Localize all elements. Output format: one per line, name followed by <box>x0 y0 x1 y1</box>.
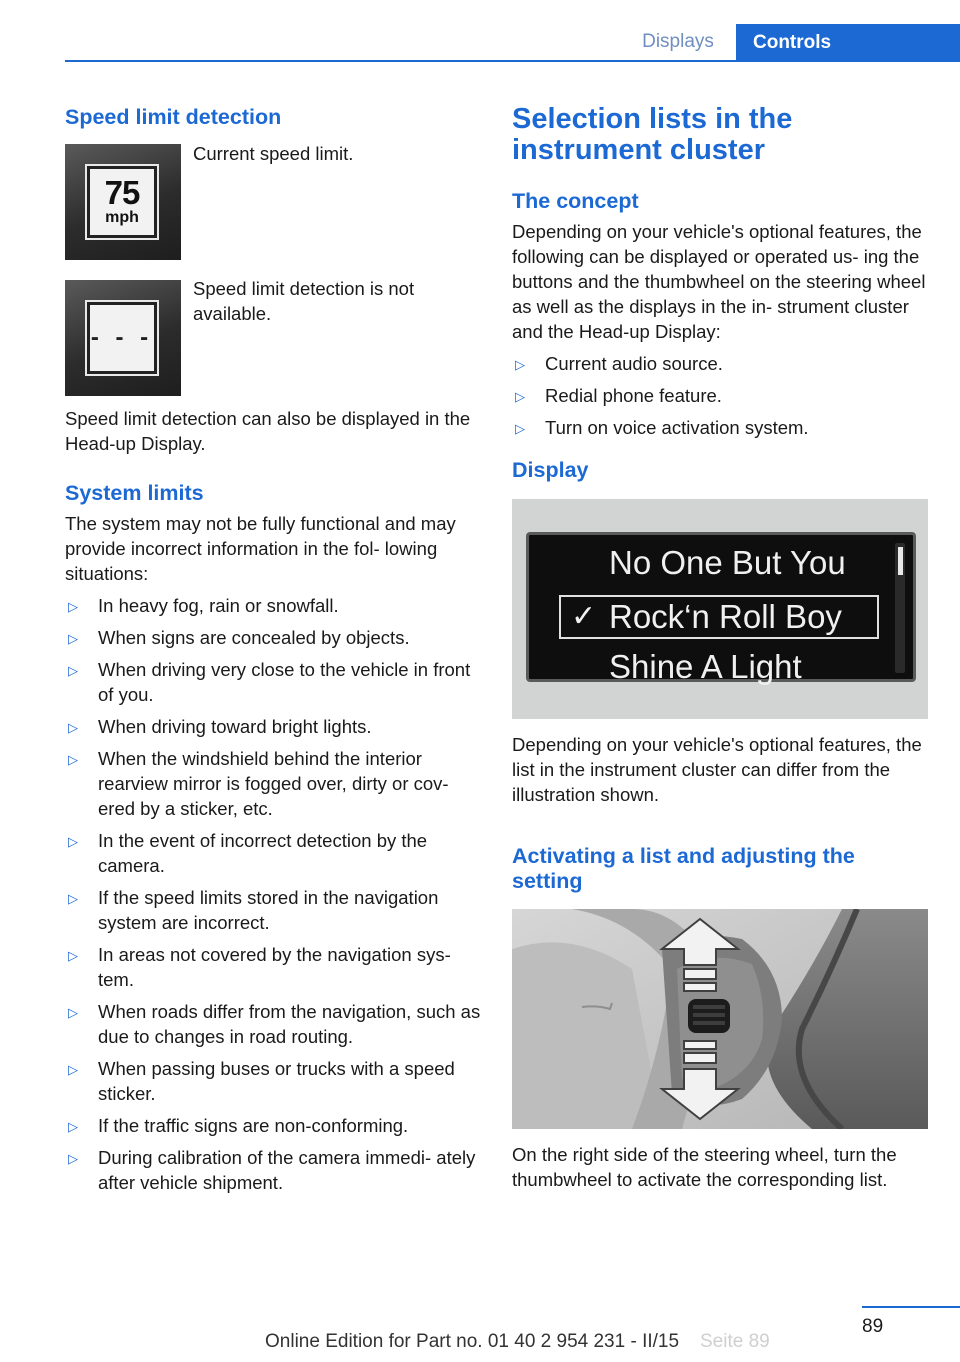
hud-paragraph: Speed limit detection can also be displayed in the Head-up Display. <box>65 408 471 454</box>
list-item <box>65 625 483 650</box>
triangle-right-icon: ▷ <box>68 948 78 963</box>
sign-number: 75 <box>104 174 140 211</box>
footer-rule <box>862 1306 960 1308</box>
na-sign-row <box>65 280 483 396</box>
current-speed-text: Current speed limit. <box>193 143 354 164</box>
steering-wheel-thumbwheel-figure <box>512 909 928 1129</box>
list-item <box>65 593 483 618</box>
list-item-text: When driving very close to the vehicle in front of you. <box>98 659 471 705</box>
triangle-right-icon: ▷ <box>68 663 78 678</box>
speed-limit-75-icon <box>65 144 181 260</box>
list-item-text: If the speed limits stored in the navigation system are incorrect. <box>98 887 439 933</box>
list-item <box>512 351 928 376</box>
triangle-right-icon: ▷ <box>68 720 78 735</box>
list-item <box>65 746 483 821</box>
steering-wheel-icon <box>512 909 928 1129</box>
footer-edition: Online Edition for Part no. 01 40 2 954 231 - II/15 <box>265 1331 680 1352</box>
concept-heading: The concept <box>512 189 639 213</box>
menu-item-1: No One But You <box>609 544 846 581</box>
list-item <box>65 657 483 707</box>
section-title: Selection lists in the instrument cluster <box>512 103 793 166</box>
footer-watermark: Seite 89 <box>700 1331 770 1352</box>
sign-unit: mph <box>105 209 139 226</box>
triangle-right-icon: ▷ <box>515 357 525 372</box>
menu-item-2-label: Rock‘n Roll Boy <box>609 598 842 635</box>
triangle-right-icon: ▷ <box>515 421 525 436</box>
list-item-text: When driving toward bright lights. <box>98 716 372 737</box>
activate-heading: Activating a list and adjusting the setting <box>512 844 855 893</box>
list-item-text: In areas not covered by the navigation sys‐ tem. <box>98 944 451 990</box>
list-item <box>512 383 928 408</box>
list-item-text: Current audio source. <box>545 353 723 374</box>
triangle-right-icon: ▷ <box>68 891 78 906</box>
page-number: 89 <box>862 1316 884 1337</box>
sign-face <box>87 166 157 238</box>
list-item-text: If the traffic signs are non-conforming. <box>98 1115 409 1136</box>
instrument-cluster-list-figure <box>512 499 928 719</box>
list-item-text: When passing buses or trucks with a speed sticker. <box>98 1058 455 1104</box>
display-paragraph: Depending on your vehicle's optional features, the list in the instrument cluster can differ from the illustration shown. <box>512 734 922 805</box>
sign-face-blank <box>87 302 157 374</box>
system-limits-list <box>65 593 483 1195</box>
triangle-right-icon: ▷ <box>515 389 525 404</box>
triangle-right-icon: ▷ <box>68 1005 78 1020</box>
list-item <box>65 1113 483 1138</box>
left-column <box>65 100 483 1202</box>
list-item-text: During calibration of the camera immedi‐ ately after vehicle shipment. <box>98 1147 476 1193</box>
list-item-text: When the windshield behind the interior rearview mirror is fogged over, dirty or cov‐ ered by a sticker, etc. <box>98 748 449 819</box>
triangle-right-icon: ▷ <box>68 631 78 646</box>
triangle-right-icon: ▷ <box>68 1151 78 1166</box>
triangle-right-icon: ▷ <box>68 1062 78 1077</box>
menu-item-3: Shine A Light <box>609 648 802 685</box>
list-item-text: In heavy fog, rain or snowfall. <box>98 595 339 616</box>
activate-paragraph: On the right side of the steering wheel, turn the thumbwheel to activate the corresponding list. <box>512 1144 897 1190</box>
triangle-right-icon: ▷ <box>68 752 78 767</box>
list-item <box>65 828 483 878</box>
list-item-text: In the event of incorrect detection by the camera. <box>98 830 428 876</box>
speed-limit-unavailable-icon <box>65 280 181 396</box>
list-item <box>65 942 483 992</box>
list-item <box>65 1145 483 1195</box>
list-item-text: Turn on voice activation system. <box>545 417 809 438</box>
scrollbar-thumb <box>898 547 903 575</box>
sign-dashes: - - - <box>90 324 154 351</box>
speed-limit-heading: Speed limit detection <box>65 105 282 129</box>
list-item-text: When roads differ from the navigation, such as due to changes in road routing. <box>98 1001 481 1047</box>
list-item <box>65 999 483 1049</box>
list-item <box>65 714 483 739</box>
triangle-right-icon: ▷ <box>68 1119 78 1134</box>
concept-paragraph: Depending on your vehicle's optional features, the following can be displayed or operated us‐ ing the buttons and the thumbwheel on the steering wheel as well as the displays in the in‐ strument cluster and the Head-up Display: <box>512 221 926 342</box>
not-available-text: Speed limit detection is not available. <box>193 278 415 324</box>
speed-sign-row <box>65 144 483 260</box>
display-heading: Display <box>512 458 589 482</box>
right-column <box>512 100 928 1192</box>
list-item-text: When signs are concealed by objects. <box>98 627 410 648</box>
list-item <box>65 1056 483 1106</box>
header-rule <box>65 60 960 62</box>
tab-displays[interactable]: Displays <box>642 31 714 52</box>
triangle-right-icon: ▷ <box>68 834 78 849</box>
concept-list <box>512 351 928 440</box>
list-item <box>65 885 483 935</box>
menu-item-selected <box>559 595 879 639</box>
check-icon: ✓ <box>571 600 597 633</box>
system-limits-intro: The system may not be fully functional and may provide incorrect information in the fol‐ lowing situations: <box>65 513 456 584</box>
cluster-screen <box>526 532 916 685</box>
list-item-text: Redial phone feature. <box>545 385 722 406</box>
list-item <box>512 415 928 440</box>
tab-controls[interactable]: Controls <box>736 24 960 62</box>
system-limits-heading: System limits <box>65 481 204 505</box>
triangle-right-icon: ▷ <box>68 599 78 614</box>
